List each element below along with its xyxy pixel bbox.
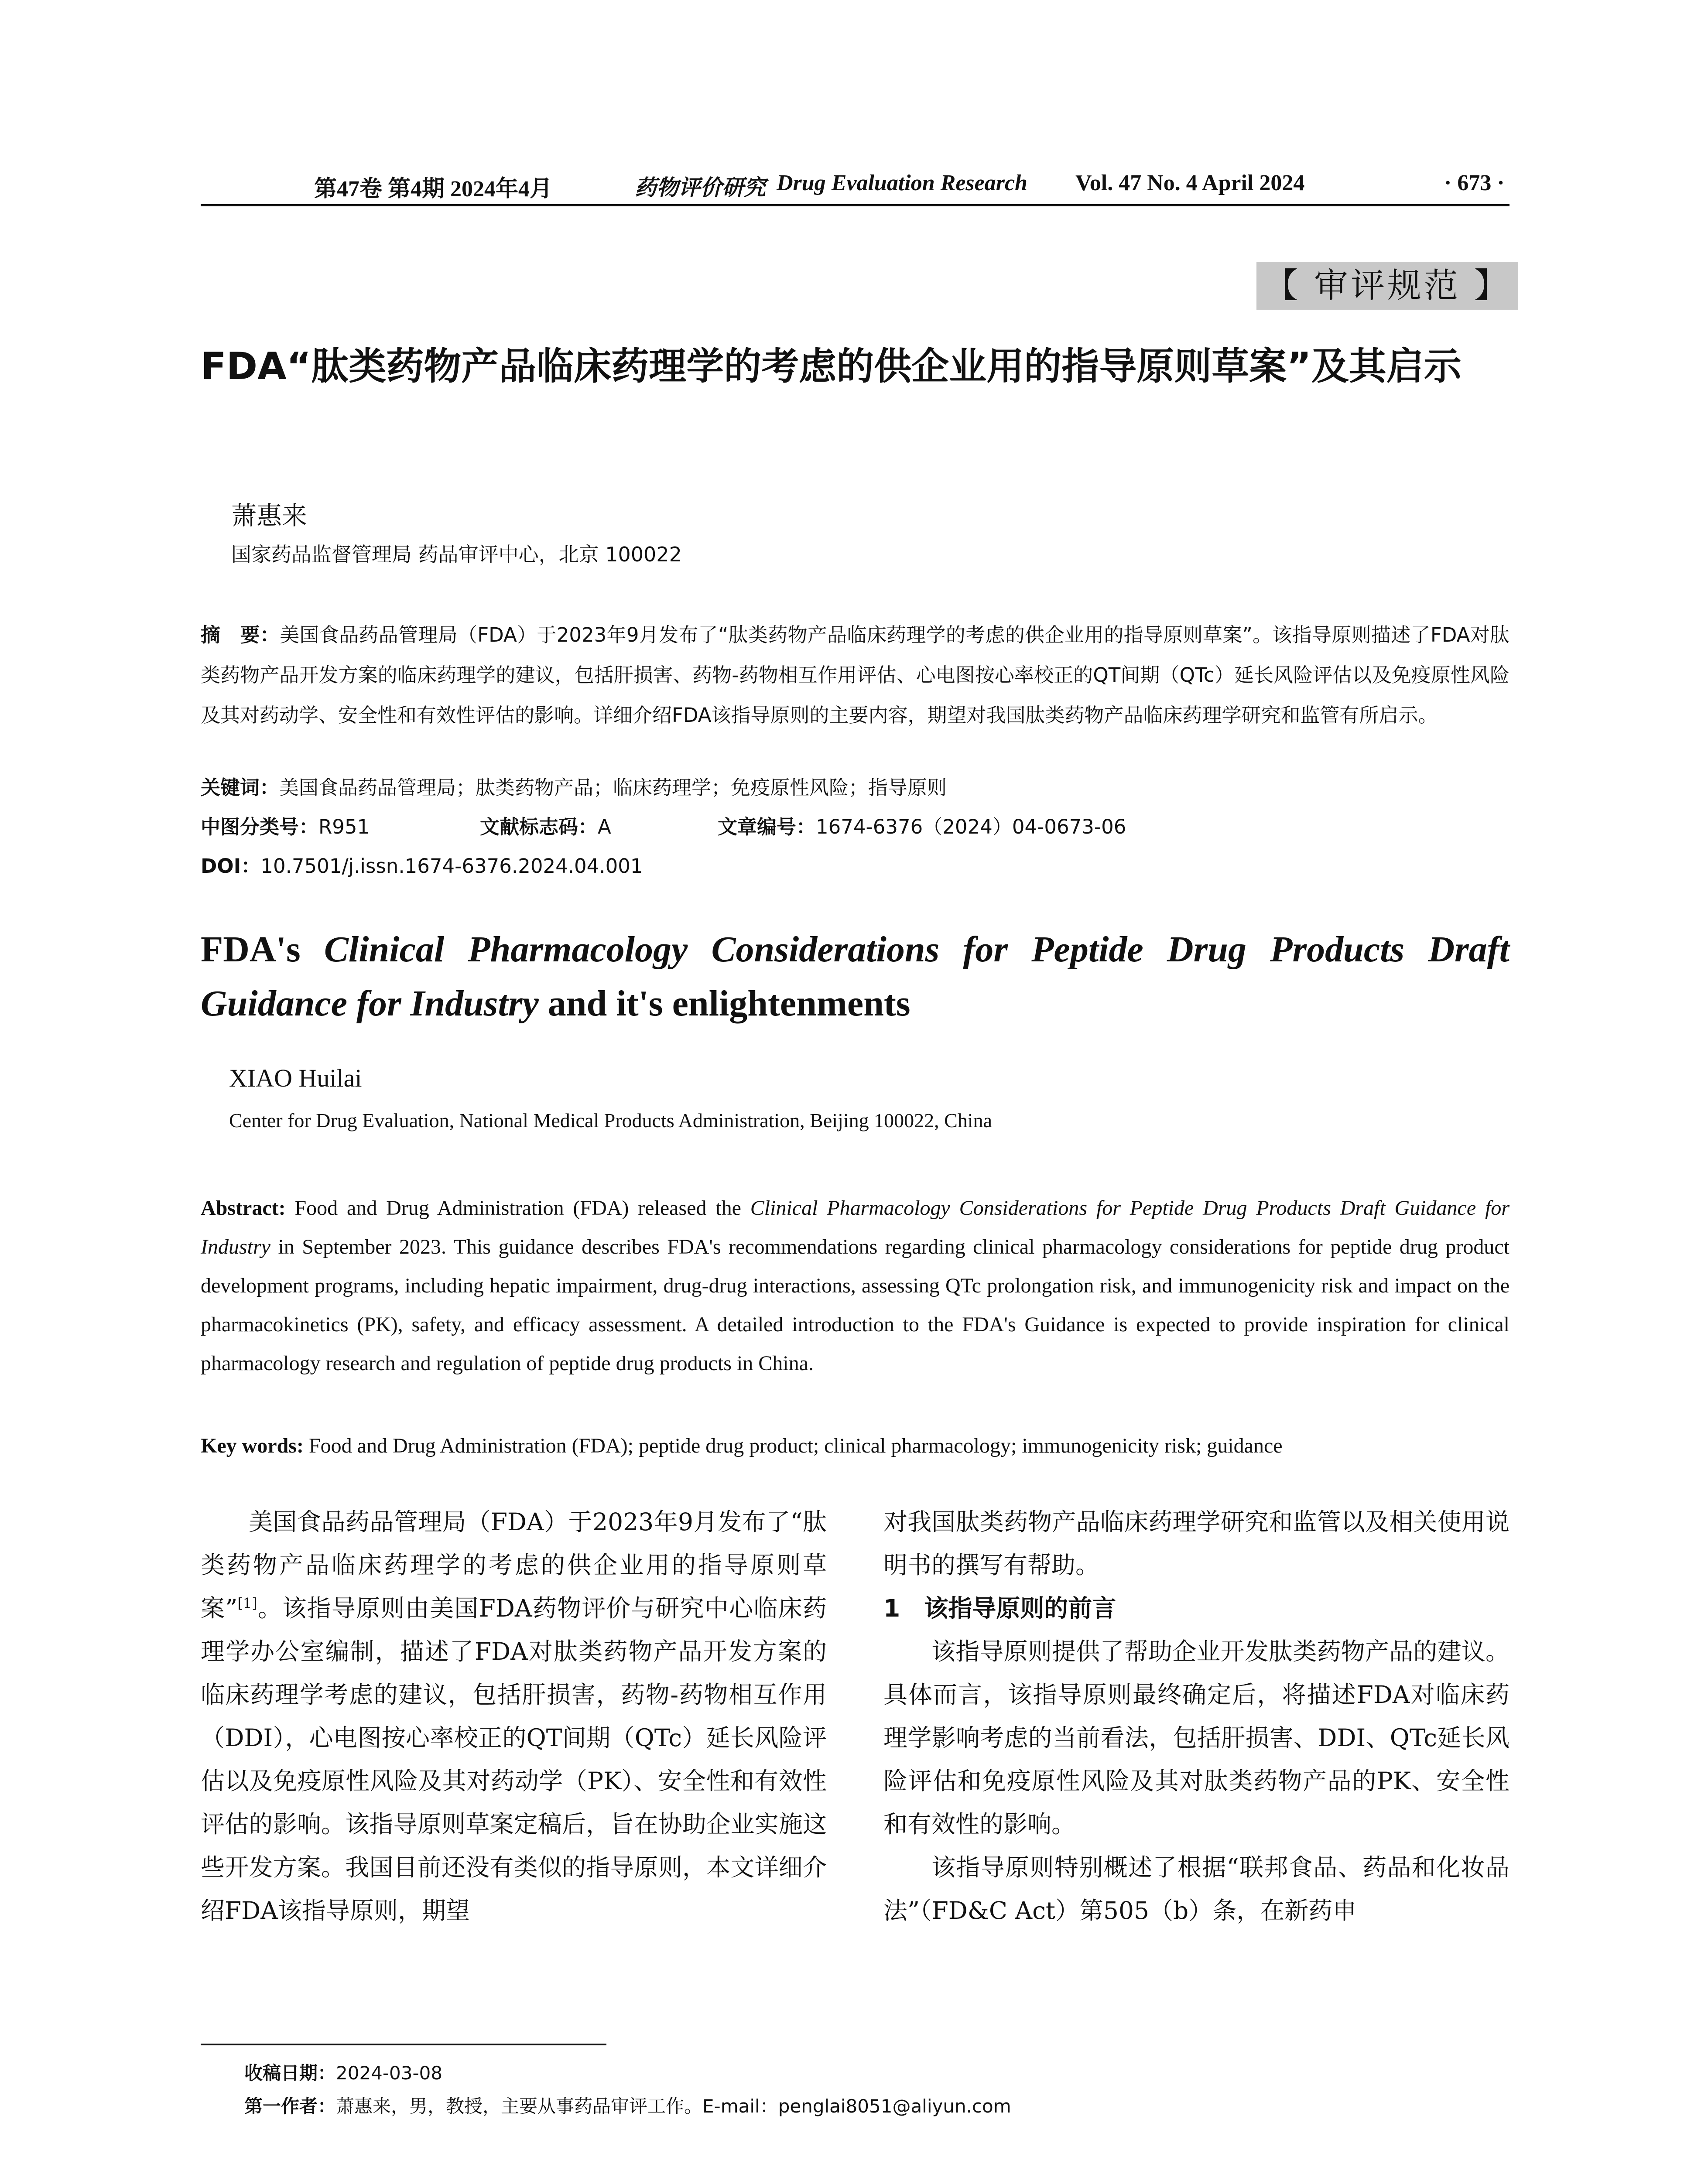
- doi-value[interactable]: 10.7501/j.issn.1674-6376.2024.04.001: [260, 855, 643, 878]
- body-paragraph: [201, 1501, 827, 1932]
- body-column-right: [883, 1501, 1509, 1932]
- author-name-cn: 萧惠来: [231, 501, 308, 530]
- affiliation-cn: 国家药品监督管理局 药品审评中心，北京 100022: [231, 543, 682, 566]
- abstract-cn-text: 美国食品药品管理局（FDA）于2023年9月发布了“肽类药物产品临床药理学的考虑的供企业用的指导原则草案”。该指导原则描述了FDA对肽类药物产品开发方案的临床药理学的建议，包括肝损害、药物-药物相互作用评估、心电图按心率校正的QT间期（QTc）延长风险评估以及免疫原性风险及其对药动学、安全性和有效性评估的影响。详细介绍FDA该指导原则的主要内容，期望对我国肽类药物产品临床药理学研究和监管有所启示。: [201, 623, 1509, 727]
- keywords-en-label: Key words:: [201, 1434, 304, 1457]
- doi-label: DOI：: [201, 855, 261, 878]
- body-paragraph: 对我国肽类药物产品临床药理学研究和监管以及相关使用说明书的撰写有帮助。: [883, 1508, 1509, 1579]
- keywords-cn-label: 关键词：: [201, 776, 280, 799]
- header-issue-cn: 第47卷 第4期 2024年4月: [314, 177, 553, 202]
- doc-code-value: A: [598, 815, 611, 838]
- abstract-cn: [201, 615, 1509, 735]
- doi: [201, 846, 1509, 886]
- keywords-en-text: Food and Drug Administration (FDA); peptide drug product; clinical pharmacology; immunogenicity risk; guidance: [303, 1434, 1283, 1457]
- abstract-en-italic: Clinical Pharmacology Considerations for Peptide Drug Products Draft Guidance for Industry: [201, 1196, 1510, 1258]
- header-page-number: · 673 ·: [1444, 171, 1505, 195]
- abstract-en-text2: in September 2023. This guidance describes FDA's recommendations regarding clinical pharmacology considerations for peptide drug product development programs, including hepatic impairment, drug-drug interactions, assessing QTc prolongation risk, and immunogenicity risk and impact on the pharmacokinetics (PK), safety, and efficacy assessment. A detailed introduction to the FDA's Guidance is expected to provide inspiration for clinical pharmacology research and regulation of peptide drug products in China.: [201, 1235, 1509, 1375]
- title-en-part1: FDA's: [201, 929, 324, 970]
- title-en-italic: Clinical Pharmacology Considerations for Peptide Drug Products Draft Guidance for Industry: [201, 929, 1509, 1024]
- header-divider: [201, 204, 1509, 206]
- classification-meta: [201, 807, 1509, 847]
- keywords-en: [201, 1426, 1509, 1465]
- footnotes: [244, 2057, 1509, 2123]
- article-number-label: 文章编号：: [718, 815, 816, 838]
- running-header: [201, 170, 1509, 201]
- article-number-value: 1674-6376（2024）04-0673-06: [816, 815, 1126, 838]
- title-en-part2: and it's enlightenments: [538, 983, 910, 1024]
- journal-logo-text: 药物评价研究: [635, 174, 766, 200]
- clc-label: 中图分类号：: [201, 815, 319, 838]
- abstract-en-text1: Food and Drug Administration (FDA) released the: [285, 1196, 750, 1220]
- footnote-value: 2024-03-08: [336, 2062, 443, 2084]
- footnote-divider: [201, 2044, 606, 2045]
- author-name-en: XIAO Huilai: [229, 1064, 362, 1092]
- article-title-cn: FDA“肽类药物产品临床药理学的考虑的供企业用的指导原则草案”及其启示: [201, 345, 1462, 388]
- citation-ref[interactable]: [1]: [237, 1595, 257, 1612]
- abstract-cn-label: 摘 要：: [201, 623, 280, 646]
- abstract-en: [201, 1189, 1509, 1383]
- body-paragraph: 该指导原则特别概述了根据“联邦食品、药品和化妆品法”（FD&C Act）第505（b）条，在新药申: [883, 1853, 1509, 1925]
- clc-value: R951: [318, 815, 370, 838]
- footnote-received: [244, 2057, 1509, 2090]
- header-volume-en: Vol. 47 No. 4 April 2024: [1075, 171, 1305, 195]
- footnote-value: 萧惠来，男，教授，主要从事药品审评工作。E-mail：penglai8051@aliyun.com: [336, 2096, 1011, 2117]
- body-paragraph: 该指导原则提供了帮助企业开发肽类药物产品的建议。具体而言，该指导原则最终确定后，将描述FDA对临床药理学影响考虑的当前看法，包括肝损害、DDI、QTc延长风险评估和免疫原性风险及其对肽类药物产品的PK、安全性和有效性的影响。: [883, 1637, 1509, 1838]
- body-text: 。该指导原则由美国FDA药物评价与研究中心临床药理学办公室编制，描述了FDA对肽类药物产品开发方案的临床药理学考虑的建议，包括肝损害，药物-药物相互作用（DDI），心电图按心率校正的QT间期（QTc）延长风险评估以及免疫原性风险及其对药动学（PK）、安全性和有效性评估的影响。该指导原则草案定稿后，旨在协助企业实施这些开发方案。我国目前还没有类似的指导原则，本文详细介绍FDA该指导原则，期望: [201, 1594, 827, 1925]
- header-journal-en: Drug Evaluation Research: [777, 171, 1027, 195]
- section-heading: 1 该指导原则的前言: [883, 1594, 1116, 1622]
- abstract-en-label: Abstract:: [201, 1196, 286, 1220]
- keywords-cn: [201, 768, 1509, 808]
- keywords-cn-text: 美国食品药品管理局；肽类药物产品；临床药理学；免疫原性风险；指导原则: [279, 776, 947, 799]
- doc-code-label: 文献标志码：: [480, 815, 598, 838]
- body-text: 美国食品药品管理局（FDA）于2023年9月发布了“肽类药物产品临床药理学的考虑的供企业用的指导原则草案”: [201, 1508, 827, 1622]
- footnote-author: [244, 2090, 1509, 2123]
- footnote-label: 第一作者：: [244, 2096, 336, 2117]
- section-tag: 【 审评规范 】: [1256, 262, 1518, 310]
- body-column-left: [201, 1501, 827, 1932]
- article-title-en: [201, 923, 1509, 1031]
- footnote-label: 收稿日期：: [244, 2062, 336, 2084]
- affiliation-en: Center for Drug Evaluation, National Medical Products Administration, Beijing 100022, China: [229, 1109, 992, 1132]
